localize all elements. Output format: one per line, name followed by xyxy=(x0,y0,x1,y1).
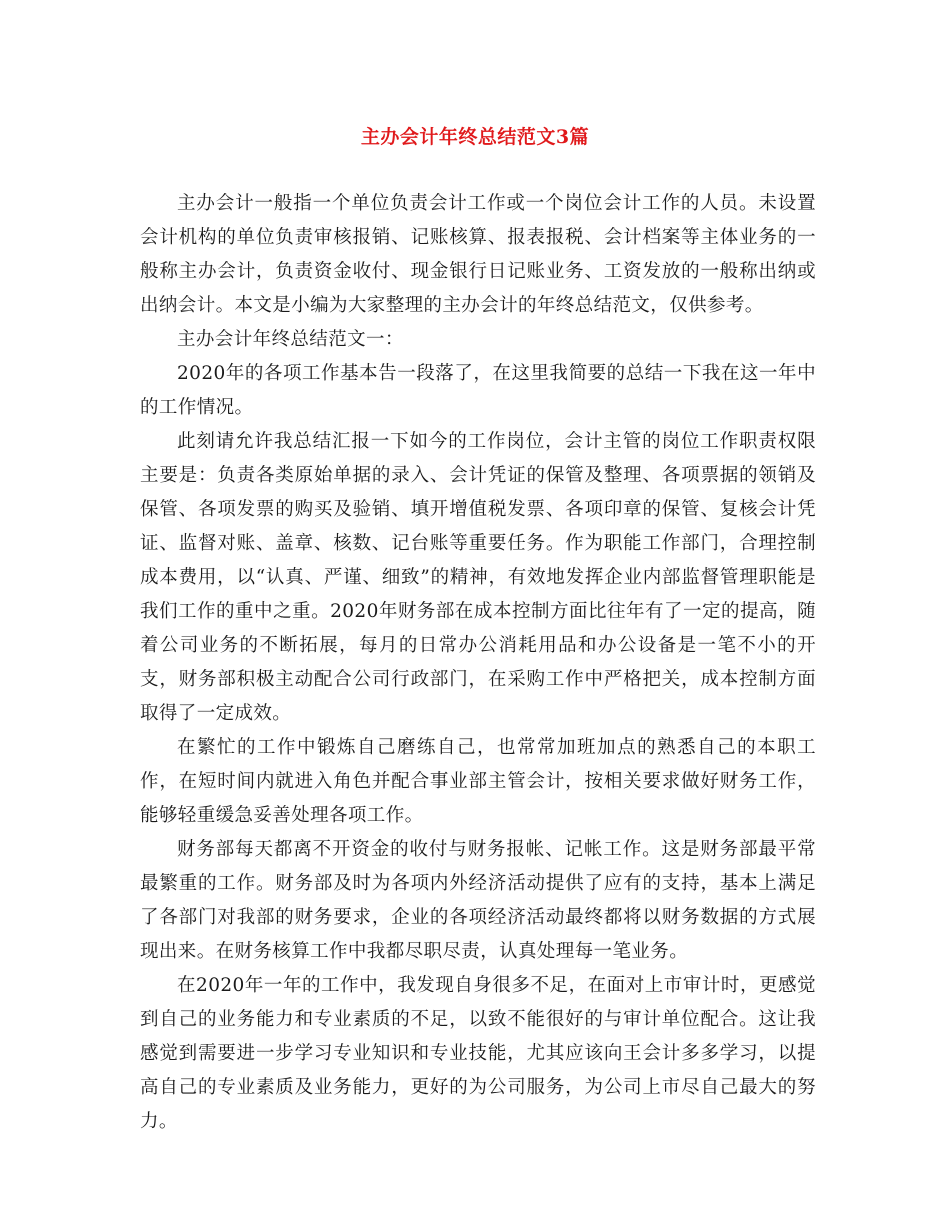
paragraph-self-reflection: 在2020年一年的工作中，我发现自身很多不足，在面对上市审计时，更感觉到自己的业务能力和专业素质的不足，以致不能很好的与审计单位配合。这让我感觉到需要进一步学习专业知识和专业技能，尤其应该向王会计多多学习，以提高自己的专业素质及业务能力，更好的为公司服务，为公司上市尽自己最大的努力。 xyxy=(140,975,816,1132)
paragraph-year-summary: 2020年的各项工作基本告一段落了，在这里我简要的总结一下我在这一年中的工作情况。 xyxy=(140,363,816,418)
paragraph-work-training: 在繁忙的工作中锻炼自己磨练自己，也常常加班加点的熟悉自己的本职工作，在短时间内就进入角色并配合事业部主管会计，按相关要求做好财务工作，能够轻重缓急妥善处理各项工作。 xyxy=(140,737,816,826)
paragraph-intro: 主办会计一般指一个单位负责会计工作或一个岗位会计工作的人员。未设置会计机构的单位负责审核报销、记账核算、报表报税、会计档案等主体业务的一般称主办会计，负责资金收付、现金银行日记账业务、工资发放的一般称出纳或出纳会计。本文是小编为大家整理的主办会计的年终总结范文，仅供参考。 xyxy=(140,193,816,316)
paragraph-job-duties: 此刻请允许我总结汇报一下如今的工作岗位，会计主管的岗位工作职责权限主要是：负责各类原始单据的录入、会计凭证的保管及整理、各项票据的领销及保管、各项发票的购买及验销、填开增值税发票、各项印章的保管、复核会计凭证、监督对账、盖章、核数、记台账等重要任务。作为职能工作部门，合理控制成本费用，以“认真、严谨、细致”的精神，有效地发挥企业内部监督管理职能是我们工作的重中之重。2020年财务部在成本控制方面比往年有了一定的提高，随着公司业务的不断拓展，每月的日常办公消耗用品和办公设备是一笔不小的开支，财务部积极主动配合公司行政部门，在采购工作中严格把关，成本控制方面取得了一定成效。 xyxy=(140,431,816,724)
document-title: 主办会计年终总结范文3篇 xyxy=(360,126,590,148)
paragraph-daily-work: 财务部每天都离不开资金的收付与财务报帐、记帐工作。这是财务部最平常最繁重的工作。财务部及时为各项内外经济活动提供了应有的支持，基本上满足了各部门对我部的财务要求，企业的各项经济活动最终都将以财务数据的方式展现出来。在财务核算工作中我都尽职尽责，认真处理每一笔业务。 xyxy=(140,839,816,962)
paragraph-section-heading: 主办会计年终总结范文一： xyxy=(177,329,404,350)
document-body xyxy=(140,187,816,1139)
